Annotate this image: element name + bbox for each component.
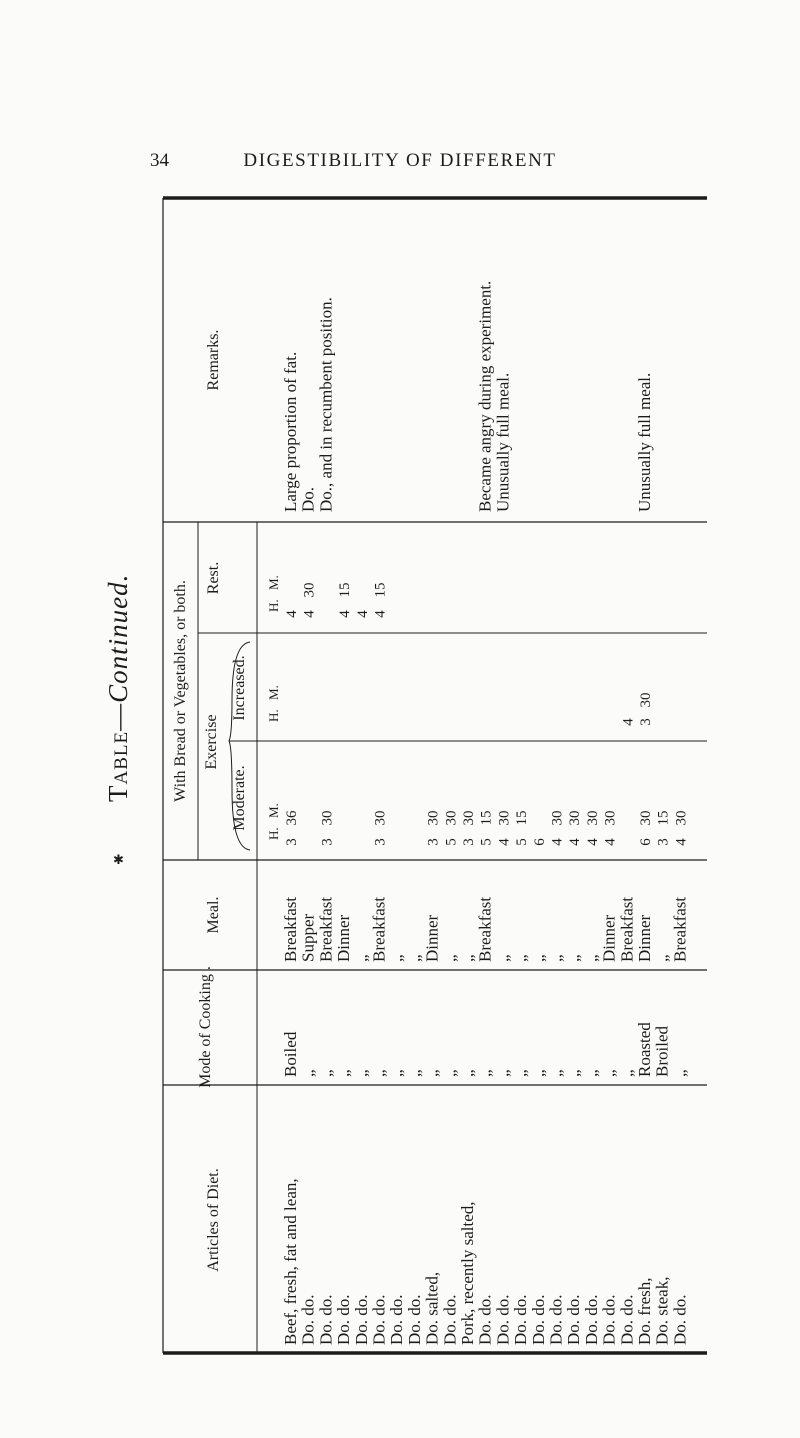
meal-cell: Dinner bbox=[334, 914, 354, 962]
rest-minutes-cell: 15 bbox=[372, 582, 389, 598]
article-cell: Do. do. bbox=[670, 1294, 690, 1345]
meal-header: Meal. bbox=[205, 896, 222, 934]
moderate-hours-cell: 6 bbox=[531, 838, 548, 846]
article-cell: Do. fresh, bbox=[635, 1277, 654, 1345]
meal-cell: Supper bbox=[298, 913, 318, 962]
remarks-cell: Became angry during experiment. bbox=[475, 280, 495, 512]
mode-cell: „ bbox=[404, 1069, 424, 1077]
mode-cell: „ bbox=[422, 1069, 442, 1077]
meal-cell: Breakfast bbox=[369, 896, 389, 962]
moderate-hours-cell: 3 bbox=[319, 838, 336, 846]
article-cell: Do. do. bbox=[387, 1294, 407, 1345]
moderate-header: Moderate. bbox=[231, 765, 248, 831]
remarks-cell: Do. bbox=[298, 486, 318, 512]
remarks-cell: Unusually full meal. bbox=[493, 372, 513, 512]
remarks-cell: Large proportion of fat. bbox=[281, 351, 300, 512]
moderate-minutes-cell: 30 bbox=[549, 810, 566, 826]
mode-cell: „ bbox=[546, 1069, 566, 1077]
article-cell: Do. do. bbox=[546, 1294, 566, 1345]
increased-hours-cell: 4 bbox=[620, 718, 637, 726]
increased-minutes-cell: 30 bbox=[638, 692, 654, 708]
meal-cell: Breakfast bbox=[281, 896, 300, 962]
moderate-minutes-cell: 15 bbox=[514, 810, 531, 826]
mode-cell: „ bbox=[387, 1069, 407, 1077]
article-cell: Do. do. bbox=[599, 1294, 619, 1345]
mode-cell: Roasted bbox=[635, 1022, 654, 1077]
meal-cell: „ bbox=[511, 954, 531, 962]
meal-cell: Breakfast bbox=[316, 896, 336, 962]
moderate-hours-cell: 3 bbox=[372, 838, 389, 846]
moderate-hours-cell: 4 bbox=[584, 838, 601, 846]
mode-cell: „ bbox=[617, 1069, 637, 1077]
page-number: 34 bbox=[150, 150, 169, 171]
moderate-hours-cell: 4 bbox=[673, 838, 690, 846]
meal-cell: „ bbox=[546, 954, 566, 962]
article-cell: Do. do. bbox=[440, 1294, 460, 1345]
exercise-header: Exercise bbox=[203, 714, 220, 770]
article-cell: Do. do. bbox=[528, 1294, 548, 1345]
moderate-hours-cell: 6 bbox=[638, 838, 654, 846]
moderate-hours-cell: 3 bbox=[284, 838, 300, 846]
increased-hours-cell: 3 bbox=[638, 718, 654, 726]
article-cell: Do. do. bbox=[475, 1294, 495, 1345]
moderate-hours-cell: 5 bbox=[514, 838, 531, 846]
moderate-minutes-cell: 30 bbox=[496, 810, 513, 826]
remarks-cell: Unusually full meal. bbox=[635, 372, 654, 512]
moderate-hours-cell: 4 bbox=[602, 838, 619, 846]
increased-unit-m: M. bbox=[266, 685, 281, 700]
meal-cell: „ bbox=[387, 954, 407, 962]
article-cell: Do. do. bbox=[351, 1294, 371, 1345]
mode-cell: „ bbox=[528, 1069, 548, 1077]
moderate-unit-m: M. bbox=[266, 803, 281, 818]
moderate-minutes-cell: 30 bbox=[567, 810, 584, 826]
mode-cell: „ bbox=[458, 1069, 477, 1077]
mode-cell: „ bbox=[581, 1069, 601, 1077]
table-label: Table bbox=[103, 730, 133, 802]
mode-cell: „ bbox=[351, 1069, 371, 1077]
mode-cell: „ bbox=[369, 1069, 389, 1077]
rest-unit-m: M. bbox=[266, 575, 281, 590]
moderate-minutes-cell: 15 bbox=[478, 810, 495, 826]
moderate-minutes-cell: 30 bbox=[602, 810, 619, 826]
moderate-minutes-cell: 30 bbox=[461, 810, 477, 826]
mode-cell: „ bbox=[670, 1069, 690, 1077]
mode-cell: „ bbox=[475, 1069, 495, 1077]
article-cell: Do. do. bbox=[316, 1294, 336, 1345]
meal-cell: „ bbox=[404, 954, 424, 962]
mode-cell: „ bbox=[599, 1069, 619, 1077]
meal-cell: Breakfast bbox=[617, 896, 637, 962]
mode-cell: „ bbox=[440, 1069, 460, 1077]
increased-header: Increased. bbox=[231, 655, 248, 721]
rest-hours-cell: 4 bbox=[284, 610, 300, 618]
moderate-minutes-cell: 30 bbox=[673, 810, 690, 826]
article-cell: Do. salted, bbox=[422, 1271, 442, 1345]
moderate-minutes-cell: 30 bbox=[319, 810, 336, 826]
meal-cell: „ bbox=[564, 954, 584, 962]
mode-cell: „ bbox=[511, 1069, 531, 1077]
moderate-minutes-cell: 30 bbox=[372, 810, 389, 826]
article-cell: Do. steak, bbox=[652, 1276, 672, 1345]
article-cell: Do. do. bbox=[511, 1294, 531, 1345]
moderate-hours-cell: 3 bbox=[655, 838, 672, 846]
meal-cell: „ bbox=[528, 954, 548, 962]
mode-cell: „ bbox=[564, 1069, 584, 1077]
article-cell: Pork, recently salted, bbox=[458, 1201, 477, 1345]
moderate-hours-cell: 5 bbox=[443, 838, 460, 846]
meal-cell: „ bbox=[440, 954, 460, 962]
meal-cell: Dinner bbox=[635, 914, 654, 962]
moderate-unit-h: H. bbox=[266, 827, 281, 840]
moderate-minutes-cell: 30 bbox=[443, 810, 460, 826]
moderate-minutes-cell: 30 bbox=[638, 810, 654, 826]
meal-cell: „ bbox=[652, 954, 672, 962]
moderate-hours-cell: 5 bbox=[478, 838, 495, 846]
rest-minutes-cell: 30 bbox=[301, 582, 318, 598]
table-continued: Continued. bbox=[103, 573, 133, 703]
meal-cell: „ bbox=[351, 954, 371, 962]
mode-header-1: Mode of Cooking . bbox=[197, 966, 214, 1088]
moderate-minutes-cell: 30 bbox=[425, 810, 442, 826]
mode-cell: „ bbox=[493, 1069, 513, 1077]
moderate-hours-cell: 3 bbox=[461, 838, 477, 846]
moderate-minutes-cell: 36 bbox=[284, 810, 300, 826]
group-header: With Bread or Vegetables, or both. bbox=[172, 580, 189, 802]
running-head: DIGESTIBILITY OF DIFFERENT bbox=[243, 150, 557, 171]
remarks-cell: Do., and in recumbent position. bbox=[316, 297, 336, 512]
moderate-hours-cell: 4 bbox=[496, 838, 513, 846]
articles-header: Articles of Diet. bbox=[205, 1168, 222, 1272]
article-cell: Do. do. bbox=[334, 1294, 354, 1345]
article-cell: Do. do. bbox=[617, 1294, 637, 1345]
article-cell: Beef, fresh, fat and lean, bbox=[281, 1178, 300, 1345]
mode-cell: Boiled bbox=[281, 1031, 300, 1077]
mode-cell: „ bbox=[316, 1069, 336, 1077]
rest-minutes-cell: 15 bbox=[337, 582, 354, 598]
rest-hours-cell: 4 bbox=[372, 610, 389, 618]
mode-cell: Broiled bbox=[652, 1026, 672, 1077]
article-cell: Do. do. bbox=[404, 1294, 424, 1345]
rest-hours-cell: 4 bbox=[301, 610, 318, 618]
rest-hours-cell: 4 bbox=[354, 610, 371, 618]
rest-unit-h: H. bbox=[266, 599, 281, 612]
moderate-hours-cell: 4 bbox=[567, 838, 584, 846]
article-cell: Do. do. bbox=[581, 1294, 601, 1345]
article-cell: Do. do. bbox=[564, 1294, 584, 1345]
article-cell: Do. do. bbox=[493, 1294, 513, 1345]
remarks-header: Remarks. bbox=[205, 329, 222, 391]
moderate-hours-cell: 3 bbox=[425, 838, 442, 846]
meal-cell: Dinner bbox=[599, 914, 619, 962]
meal-cell: Dinner bbox=[422, 914, 442, 962]
moderate-hours-cell: 4 bbox=[549, 838, 566, 846]
article-cell: Do. do. bbox=[369, 1294, 389, 1345]
table-caption: Table—Continued. bbox=[103, 573, 133, 802]
meal-cell: „ bbox=[458, 954, 477, 962]
mode-cell: „ bbox=[298, 1069, 318, 1077]
meal-cell: „ bbox=[581, 954, 601, 962]
mode-cell: „ bbox=[334, 1069, 354, 1077]
moderate-minutes-cell: 30 bbox=[584, 810, 601, 826]
table-body bbox=[281, 281, 689, 1345]
meal-cell: „ bbox=[493, 954, 513, 962]
increased-unit-h: H. bbox=[266, 709, 281, 722]
meal-cell: Breakfast bbox=[475, 896, 495, 962]
margin-mark: ✱ bbox=[113, 852, 124, 867]
moderate-minutes-cell: 15 bbox=[655, 810, 672, 826]
rest-hours-cell: 4 bbox=[337, 610, 354, 618]
rest-header: Rest. bbox=[205, 561, 222, 595]
article-cell: Do. do. bbox=[298, 1294, 318, 1345]
meal-cell: Breakfast bbox=[670, 896, 690, 962]
